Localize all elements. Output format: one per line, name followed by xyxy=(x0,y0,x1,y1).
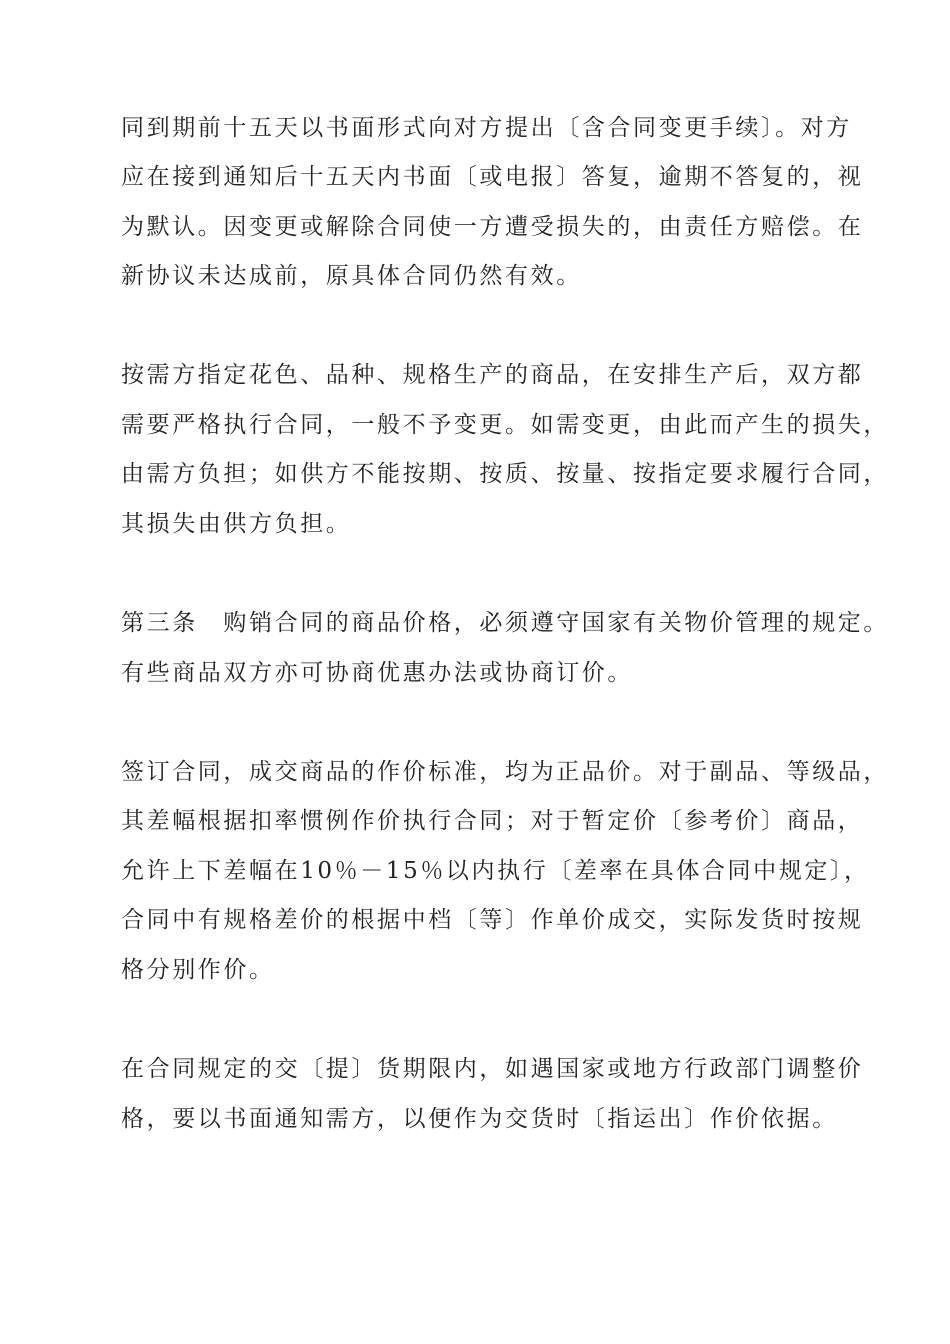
text-line: 同到期前十五天以书面形式向对方提出〔含合同变更手续〕。对方 xyxy=(121,115,852,141)
text-line: 格分别作价。 xyxy=(121,957,275,983)
text-line: 由需方负担；如供方不能按期、按质、按量、按指定要求履行合同， xyxy=(121,461,889,487)
text-line: 其损失由供方负担。 xyxy=(121,511,352,537)
text-line: 为默认。因变更或解除合同使一方遭受损失的，由责任方赔偿。在 xyxy=(121,214,864,240)
text-line: 合同中有规格差价的根据中档〔等〕作单价成交，实际发货时按规 xyxy=(121,907,864,933)
text-line: 格，要以书面通知需方，以便作为交货时〔指运出〕作价依据。 xyxy=(121,1106,838,1132)
text-line: 需要严格执行合同，一般不予变更。如需变更，由此而产生的损失， xyxy=(121,412,889,438)
text-line: 第三条 购销合同的商品价格，必须遵守国家有关物价管理的规定。 xyxy=(121,610,889,636)
text-line: 应在接到通知后十五天内书面〔或电报〕答复，逾期不答复的，视 xyxy=(121,164,864,190)
text-line: 其差幅根据扣率惯例作价执行合同；对于暂定价〔参考价〕商品， xyxy=(121,808,864,834)
text-line: 签订合同，成交商品的作价标准，均为正品价。对于副品、等级品， xyxy=(121,759,889,785)
text-line: 允许上下差幅在10％－15％以内执行〔差率在具体合同中规定〕， xyxy=(121,858,870,884)
text-line: 按需方指定花色、品种、规格生产的商品，在安排生产后，双方都 xyxy=(121,362,864,388)
text-line: 新协议未达成前，原具体合同仍然有效。 xyxy=(121,263,582,289)
text-line: 有些商品双方亦可协商优惠办法或协商订价。 xyxy=(121,660,633,686)
text-line: 在合同规定的交〔提〕货期限内，如遇国家或地方行政部门调整价 xyxy=(121,1056,864,1082)
